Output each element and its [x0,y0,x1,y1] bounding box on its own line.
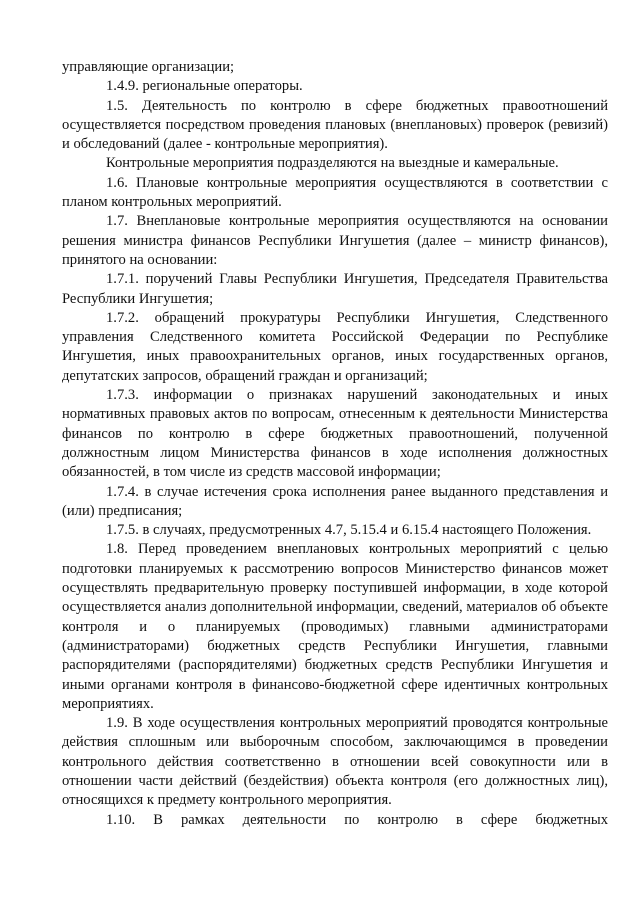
paragraph-last-line: 1.10. В рамках деятельности по контролю в сфере бюджетных [106,811,608,828]
paragraph: 1.4.9. региональные операторы. [106,78,303,95]
paragraph: 1.7. Внеплановые контрольные мероприятия осуществляются на основании решения министра финансов Республики Ингушетия (далее – министр финансов), принятого на основании: [62,213,608,268]
paragraph: 1.5. Деятельность по контролю в сфере бюджетных правоотношений осуществляется посредством проведения плановых (внеплановых) проверок (ревизий) и обследований (далее - контрольные мероприятия). [62,97,608,153]
paragraph: управляющие организации; [62,59,235,75]
paragraph: 1.7.4. в случае истечения срока исполнения ранее выданного представления и (или) предписания; [62,483,608,519]
paragraph: 1.6. Плановые контрольные мероприятия осуществляются в соответствии с планом контрольных мероприятий. [62,174,608,211]
paragraph: 1.7.2. обращений прокуратуры Республики Ингушетия, Следственного управления Следственного комитета Российской Федерации по Республике Ингушетия, иных правоохранительных органов, иных государственных органов, депутатских запросов, обращений граждан и организаций; [62,309,608,384]
paragraph: 1.7.1. поручений Главы Республики Ингушетия, Председателя Правительства Республики Ингушетия; [62,271,608,307]
paragraph: 1.7.5. в случаях, предусмотренных 4.7, 5.15.4 и 6.15.4 настоящего Положения. [106,522,592,539]
paragraph: 1.7.3. информации о признаках нарушений законодательных и иных нормативных правовых актов по вопросам, отнесенным к деятельности Министерства финансов по контролю в сфере бюджетных правоотношений, полученной должностным лицом Министерства финансов в ходе исполнения должностных обязанностей, в том числе из средств массовой информации; [62,387,608,481]
paragraph: Контрольные мероприятия подразделяются на выездные и камеральные. [106,155,559,172]
paragraph: 1.8. Перед проведением внеплановых контрольных мероприятий с целью подготовки планируемых к рассмотрению вопросов Министерство финансов может осуществлять предварительную проверку поступившей информации, в ходе которой осуществляется анализ дополнительной информации, сведений, материалов об объекте контроля и о планируемых (проводимых) главными администраторами (администраторами) бюджетных средств Республики Ингушетия, главными распорядителями (распорядителями) бюджетных средств Республики Ингушетия и иными органами контроля в финансово-бюджетной сфере идентичных контрольных мероприятиях. [62,541,608,712]
paragraph: 1.9. В ходе осуществления контрольных мероприятий проводятся контрольные действия сплошным или выборочным способом, заключающимся в проведении контрольного действия соответственно в отношении всей совокупности или в отношении части действий (бездействия) объекта контроля (его должностных лиц), относящихся к предмету контрольного мероприятия. [62,715,608,809]
document-page [62,58,608,830]
